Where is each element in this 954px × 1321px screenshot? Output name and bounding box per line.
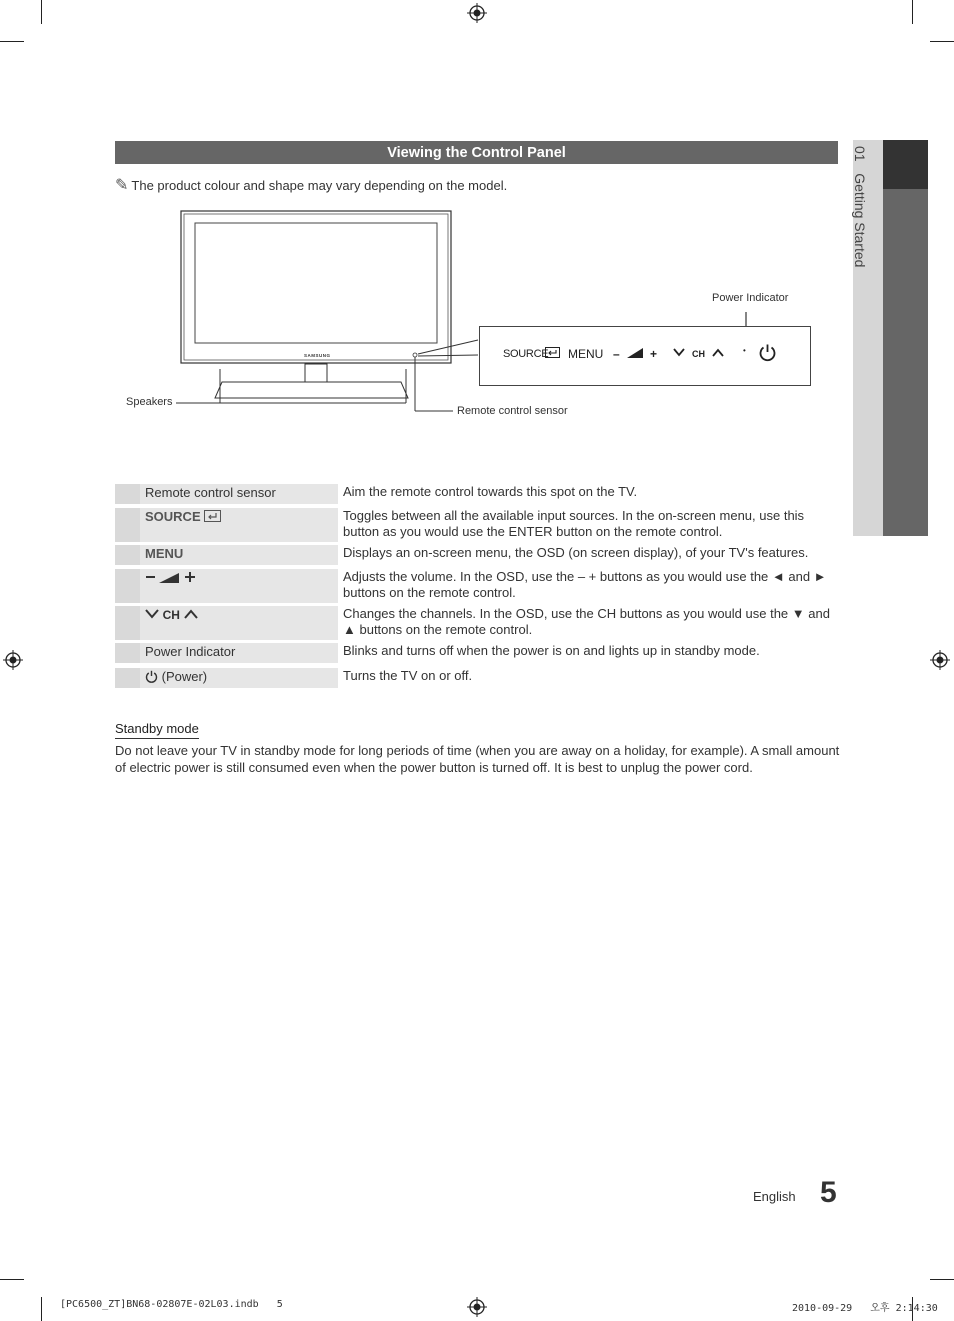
registration-mark-icon bbox=[3, 650, 23, 670]
footer-language: English bbox=[753, 1189, 796, 1204]
crop-mark bbox=[41, 0, 42, 24]
crop-mark bbox=[41, 1297, 42, 1321]
chapter-title: Getting Started bbox=[852, 173, 868, 268]
panel-source-label: SOURCE bbox=[503, 348, 549, 360]
table-row bbox=[115, 484, 838, 504]
chevron-up-icon bbox=[712, 348, 724, 357]
callout-power-indicator: Power Indicator bbox=[712, 292, 789, 304]
row-marker bbox=[115, 606, 140, 640]
standby-text: Do not leave your TV in standby mode for long periods of time (when you are away on a holiday, for example). A small amount of electric power is still consumed even when the power button is turned off. It is best to unplug the power cord. bbox=[115, 743, 840, 775]
row-desc: Adjusts the volume. In the OSD, use the – + buttons as you would use the ◄ and ► buttons on the remote control. bbox=[343, 569, 827, 600]
row-desc: Displays an on-screen menu, the OSD (on screen display), of your TV's features. bbox=[343, 545, 809, 560]
callout-remote-sensor: Remote control sensor bbox=[457, 405, 568, 417]
row-marker bbox=[115, 484, 140, 504]
tv-brand: SAMSUNG bbox=[304, 353, 331, 358]
row-name-text: SOURCE bbox=[145, 509, 201, 524]
crop-mark bbox=[930, 41, 954, 42]
registration-mark-icon bbox=[467, 1297, 487, 1317]
chevron-down-icon bbox=[145, 609, 159, 619]
row-name bbox=[140, 606, 338, 640]
table-row bbox=[115, 508, 838, 542]
pencil-icon: ✎ bbox=[115, 177, 129, 194]
chevron-up-icon bbox=[184, 609, 198, 619]
row-name bbox=[140, 569, 338, 603]
row-marker bbox=[115, 545, 140, 565]
crop-mark bbox=[930, 1279, 954, 1280]
enter-icon bbox=[204, 510, 221, 522]
panel-menu-label: MENU bbox=[568, 347, 604, 361]
row-marker bbox=[115, 569, 140, 603]
row-desc: Toggles between all the available input sources. In the on-screen menu, use this button as you would use the ENTER button on the remote control. bbox=[343, 508, 805, 539]
panel-vol-minus: – bbox=[613, 347, 620, 361]
power-icon bbox=[758, 343, 777, 362]
table-row bbox=[115, 606, 838, 640]
note bbox=[115, 175, 507, 195]
callout-speakers: Speakers bbox=[126, 396, 173, 408]
row-name bbox=[140, 508, 338, 542]
table-row bbox=[115, 668, 838, 688]
panel-power-indicator-dot: • bbox=[743, 346, 746, 355]
power-icon bbox=[145, 670, 158, 683]
crop-mark bbox=[912, 0, 913, 24]
side-tab-marker bbox=[883, 140, 928, 189]
row-name-text: (Power) bbox=[161, 669, 208, 684]
row-marker bbox=[115, 668, 140, 688]
row-desc: Aim the remote control towards this spot on the TV. bbox=[343, 484, 638, 499]
registration-mark-icon bbox=[467, 3, 487, 23]
row-marker bbox=[115, 508, 140, 542]
print-file-info: [PC6500_ZT]BN68-02807E-02L03.indb 5 bbox=[60, 1299, 283, 1310]
chapter-label bbox=[852, 146, 868, 267]
panel-ch-label: CH bbox=[692, 349, 705, 359]
chapter-number: 01 bbox=[852, 146, 868, 162]
row-marker bbox=[115, 643, 140, 663]
registration-mark-icon bbox=[930, 650, 950, 670]
row-name-text: CH bbox=[162, 608, 180, 622]
chevron-down-icon bbox=[673, 348, 685, 357]
crop-mark bbox=[0, 41, 24, 42]
row-name: MENU bbox=[140, 545, 338, 565]
row-desc: Changes the channels. In the OSD, use the CH buttons as you would use the ▼ and ▲ buttons on the remote control. bbox=[343, 606, 830, 637]
page-number: 5 bbox=[820, 1176, 837, 1209]
volume-icon bbox=[145, 570, 197, 584]
standby-title: Standby mode bbox=[115, 721, 199, 739]
tv-diagram bbox=[120, 205, 840, 430]
section-title: Viewing the Control Panel bbox=[115, 141, 838, 164]
panel-vol-plus: + bbox=[650, 347, 658, 361]
row-desc: Blinks and turns off when the power is on and lights up in standby mode. bbox=[343, 643, 760, 658]
row-desc: Turns the TV on or off. bbox=[343, 668, 473, 683]
row-name: Remote control sensor bbox=[140, 484, 338, 504]
table-row bbox=[115, 569, 838, 603]
crop-mark bbox=[0, 1279, 24, 1280]
row-name bbox=[140, 668, 338, 688]
enter-icon bbox=[545, 347, 560, 358]
row-name: Power Indicator bbox=[140, 643, 338, 663]
note-text: The product colour and shape may vary depending on the model. bbox=[131, 178, 508, 193]
table-row bbox=[115, 545, 838, 565]
table-row bbox=[115, 643, 838, 663]
volume-icon bbox=[627, 348, 643, 358]
side-tab-bar bbox=[883, 189, 928, 536]
print-date-info: 2010-09-29 오후 2:14:30 bbox=[792, 1303, 938, 1314]
